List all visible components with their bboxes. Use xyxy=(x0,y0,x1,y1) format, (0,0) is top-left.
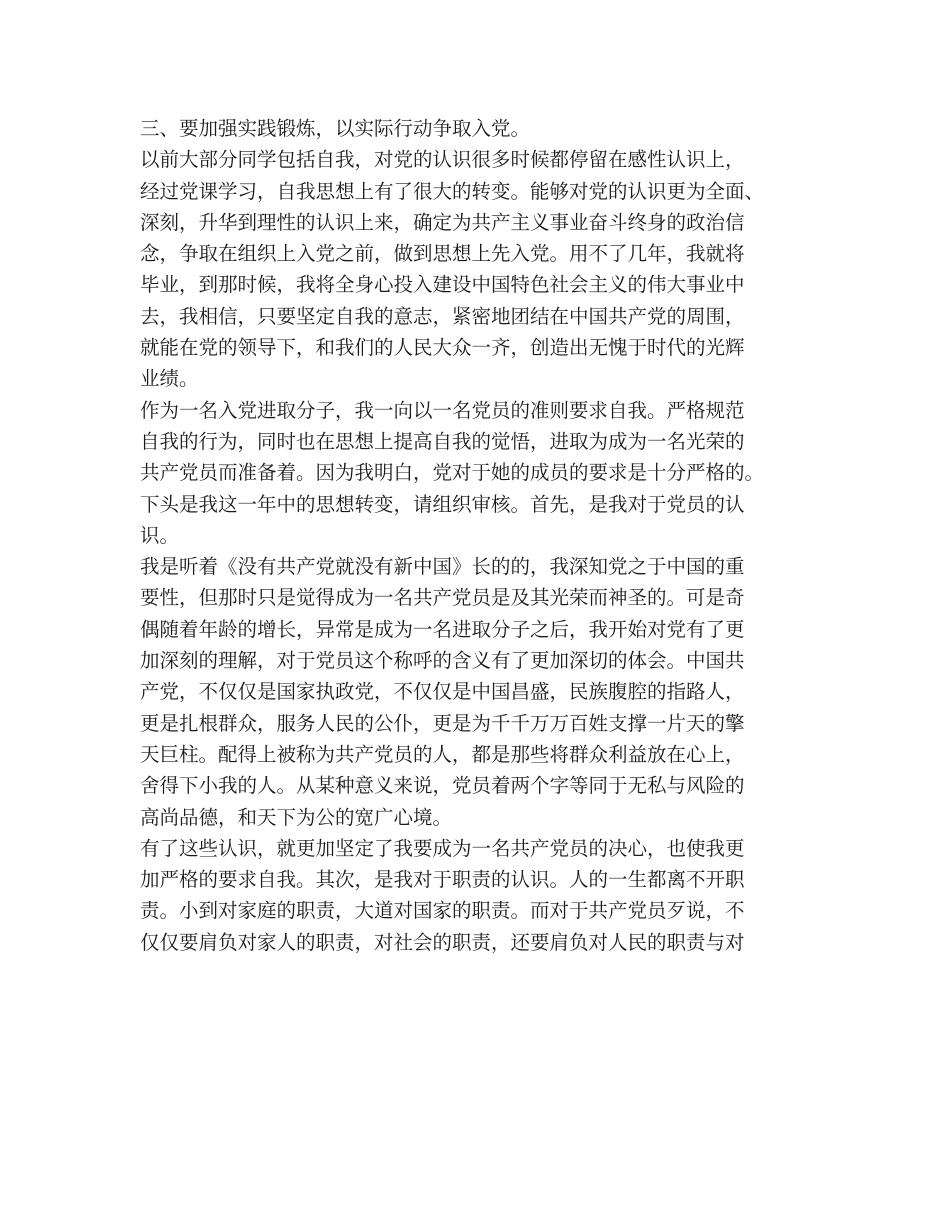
text-line: 下头是我这一年中的思想转变，请组织审核。首先，是我对于党员的认 xyxy=(140,492,745,516)
text-line: 三、要加强实践锻炼，以实际行动争取入党。 xyxy=(140,117,531,140)
text-line: 我是听着《没有共产党就没有新中国》长的的，我深知党之于中国的重 xyxy=(140,555,745,579)
text-line: 高尚品德，和天下为公的宽广心境。 xyxy=(140,805,453,829)
text-line: 自我的行为，同时也在思想上提高自我的觉悟，进取为成为一名光荣的 xyxy=(140,429,745,453)
text-line: 经过党课学习，自我思想上有了很大的转变。能够对党的认识更为全面、 xyxy=(140,179,765,203)
text-line: 要性，但那时只是觉得成为一名共产党员是及其光荣而神圣的。可是奇 xyxy=(140,586,745,610)
text-line: 毕业，到那时候，我将全身心投入建设中国特色社会主义的伟大事业中 xyxy=(140,273,745,297)
text-line: 去，我相信，只要坚定自我的意志，紧密地团结在中国共产党的周围， xyxy=(140,304,745,328)
text-line: 以前大部分同学包括自我，对党的认识很多时候都停留在感性认识上， xyxy=(140,148,745,172)
text-line: 念，争取在组织上入党之前，做到思想上先入党。用不了几年，我就将 xyxy=(140,242,745,266)
text-line: 舍得下小我的人。从某种意义来说，党员着两个字等同于无私与风险的 xyxy=(140,774,745,798)
text-line: 偶随着年龄的增长，异常是成为一名进取分子之后，我开始对党有了更 xyxy=(140,617,745,641)
text-line: 天巨柱。配得上被称为共产党员的人，都是那些将群众利益放在心上， xyxy=(140,742,745,766)
document-body xyxy=(140,113,820,958)
text-line: 有了这些认识，就更加坚定了我要成为一名共产党员的决心，也使我更 xyxy=(140,836,745,860)
text-line: 作为一名入党进取分子，我一向以一名党员的准则要求自我。严格规范 xyxy=(140,398,745,422)
text-line: 深刻，升华到理性的认识上来，确定为共产主义事业奋斗终身的政治信 xyxy=(140,210,745,234)
text-line: 产党，不仅仅是国家执政党，不仅仅是中国昌盛，民族腹腔的指路人， xyxy=(140,680,745,704)
text-line: 仅仅要肩负对家人的职责，对社会的职责，还要肩负对人民的职责与对 xyxy=(140,930,745,954)
text-line: 业绩。 xyxy=(140,367,199,391)
text-line: 更是扎根群众，服务人民的公仆，更是为千千万万百姓支撑一片天的擎 xyxy=(140,711,745,735)
text-line: 加严格的要求自我。其次，是我对于职责的认识。人的一生都离不开职 xyxy=(140,868,745,892)
text-line: 识。 xyxy=(140,523,180,547)
text-line: 共产党员而准备着。因为我明白，党对于她的成员的要求是十分严格的。 xyxy=(140,461,765,485)
text-line: 就能在党的领导下，和我们的人民大众一齐，创造出无愧于时代的光辉 xyxy=(140,336,745,360)
text-line: 加深刻的理解，对于党员这个称呼的含义有了更加深切的体会。中国共 xyxy=(140,649,745,673)
text-line: 责。小到对家庭的职责，大道对国家的职责。而对于共产党员歹说，不 xyxy=(140,899,745,923)
